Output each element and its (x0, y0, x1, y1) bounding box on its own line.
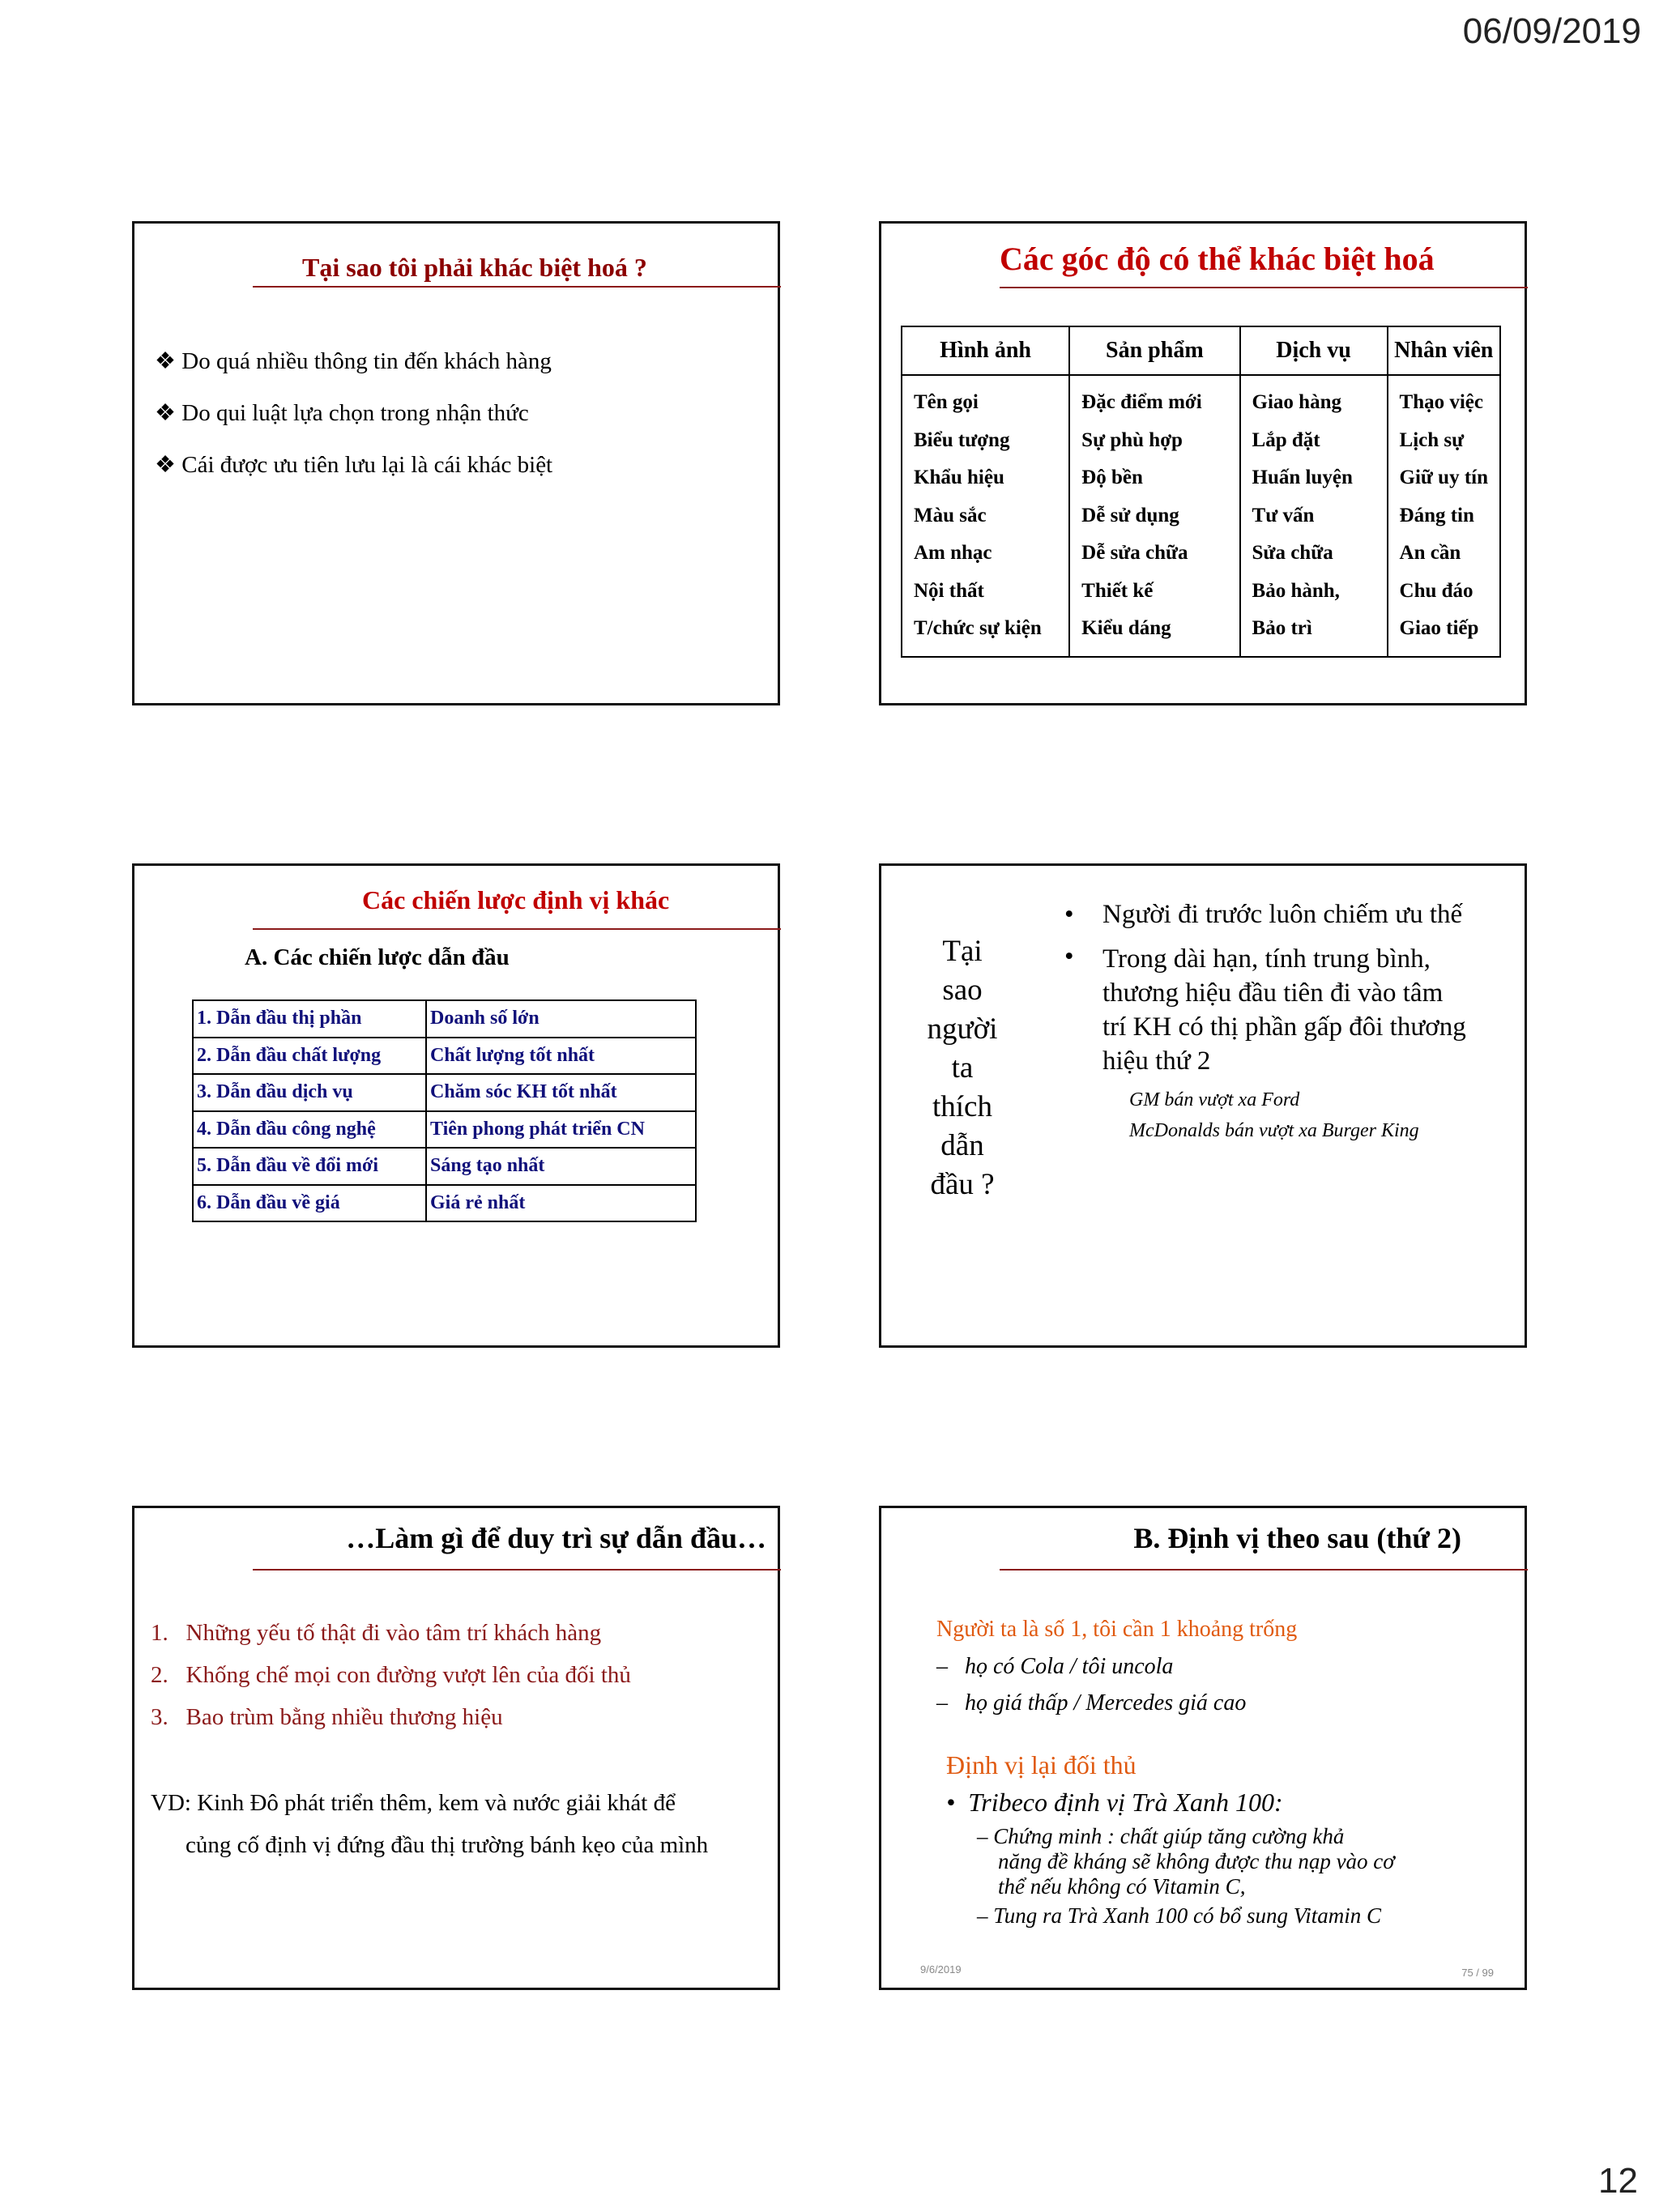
bullet-item: • Tribeco định vị Trà Xanh 100: (946, 1788, 1283, 1817)
slide-title: …Làm gì để duy trì sự dẫn đầu… (346, 1522, 766, 1554)
title-underline (1000, 287, 1528, 288)
title-underline (253, 286, 781, 288)
leadership-table (192, 999, 697, 1222)
slide-positioning-strategies (132, 863, 780, 1348)
table-row: 5. Dẫn đầu về đổi mới Sáng tạo nhất (193, 1148, 696, 1185)
differentiation-table (901, 326, 1501, 658)
slide-maintain-leadership (132, 1506, 780, 1990)
lead-text: Người ta là số 1, tôi cần 1 khoảng trống (936, 1617, 1298, 1642)
example-text: củng cố định vị đứng đầu thị trường bánh kẹo của mình (186, 1832, 709, 1858)
list-item: 2. Khống chế mọi con đường vượt lên của đối thủ (151, 1662, 631, 1688)
example-text: McDonalds bán vượt xa Burger King (1129, 1120, 1419, 1141)
table-row: 2. Dẫn đầu chất lượng Chất lượng tốt nhất (193, 1038, 696, 1075)
slide-title: B. Định vị theo sau (thứ 2) (1133, 1522, 1461, 1554)
dash-item: – họ có Cola / tôi uncola (936, 1654, 1174, 1679)
slide-why-lead (879, 863, 1527, 1348)
table-row: 6. Dẫn đầu về giá Giá rẻ nhất (193, 1185, 696, 1222)
slide-title: Tại sao tôi phải khác biệt hoá ? (302, 253, 647, 282)
bullet-text: Trong dài hạn, tính trung bình, thương hiệu đầu tiên đi vào tâm trí KH có thị phần gấp đôi thương hiệu thứ 2 (1102, 944, 1466, 1076)
dash-item: – họ giá thấp / Mercedes giá cao (936, 1690, 1247, 1715)
section-subtitle: A. Các chiến lược dẫn đầu (245, 944, 510, 970)
table-row: 3. Dẫn đầu dịch vụ Chăm sóc KH tốt nhất (193, 1074, 696, 1111)
table-row: 1. Dẫn đầu thị phần Doanh số lớn (193, 1000, 696, 1038)
table-column-service: Giao hàng Lắp đặt Huấn luyện Tư vấn Sửa chữa Bảo hành, Bảo trì (1240, 375, 1388, 657)
slide-follower-positioning (879, 1506, 1527, 1990)
bullet-item: • (1064, 942, 1074, 971)
bullet-text: Người đi trước luôn chiếm ưu thế (1102, 900, 1463, 929)
bullet-item: ❖ Do qui luật lựa chọn trong nhận thức (155, 400, 529, 426)
bullet-item: • (1064, 900, 1074, 929)
slide-why-differentiate (132, 221, 780, 705)
footer-date: 9/6/2019 (920, 1963, 962, 1975)
question-text: Tại sao người ta thích dẫn đầu ? (927, 935, 998, 1201)
bullet-item: ❖ Cái được ưu tiên lưu lại là cái khác biệt (155, 452, 553, 478)
footer-page: 75 / 99 (1461, 1967, 1494, 1979)
table-header: Nhân viên (1388, 326, 1500, 375)
example-text: VD: Kinh Đô phát triển thêm, kem và nước giải khát để (151, 1790, 676, 1816)
title-underline (253, 1569, 781, 1571)
slide-title: Các chiến lược định vị khác (362, 885, 670, 914)
table-header: Dịch vụ (1240, 326, 1388, 375)
table-column-product: Đặc điểm mới Sự phù hợp Độ bền Dễ sử dụng Dễ sửa chữa Thiết kế Kiểu dáng (1069, 375, 1239, 657)
title-underline (1000, 1569, 1528, 1571)
table-header: Hình ảnh (902, 326, 1069, 375)
table-column-image: Tên gọi Biểu tượng Khẩu hiệu Màu sắc Am nhạc Nội thất T/chức sự kiện (902, 375, 1069, 657)
page-date: 06/09/2019 (1462, 11, 1641, 51)
sub-bullet: – Tung ra Trà Xanh 100 có bổ sung Vitamin C (977, 1903, 1382, 1928)
list-item: 1. Những yếu tố thật đi vào tâm trí khách hàng (151, 1620, 602, 1646)
slide-title: Các góc độ có thể khác biệt hoá (1000, 241, 1435, 277)
table-header: Sản phẩm (1069, 326, 1239, 375)
table-row: 4. Dẫn đầu công nghệ Tiên phong phát triển CN (193, 1111, 696, 1149)
section-heading: Định vị lại đối thủ (946, 1750, 1137, 1779)
title-underline (253, 928, 781, 930)
slide-differentiation-angles (879, 221, 1527, 705)
sub-bullet: – Chứng minh : chất giúp tăng cường khả năng đề kháng sẽ không được thu nạp vào cơ thể nếu không có Vitamin C, (977, 1824, 1395, 1899)
list-item: 3. Bao trùm bằng nhiều thương hiệu (151, 1704, 503, 1730)
table-column-staff: Thạo việc Lịch sự Giữ uy tín Đáng tin An cần Chu đáo Giao tiếp (1388, 375, 1500, 657)
example-text: GM bán vượt xa Ford (1129, 1089, 1300, 1110)
page-number: 12 (1598, 2161, 1638, 2201)
bullet-item: ❖ Do quá nhiều thông tin đến khách hàng (155, 348, 552, 374)
